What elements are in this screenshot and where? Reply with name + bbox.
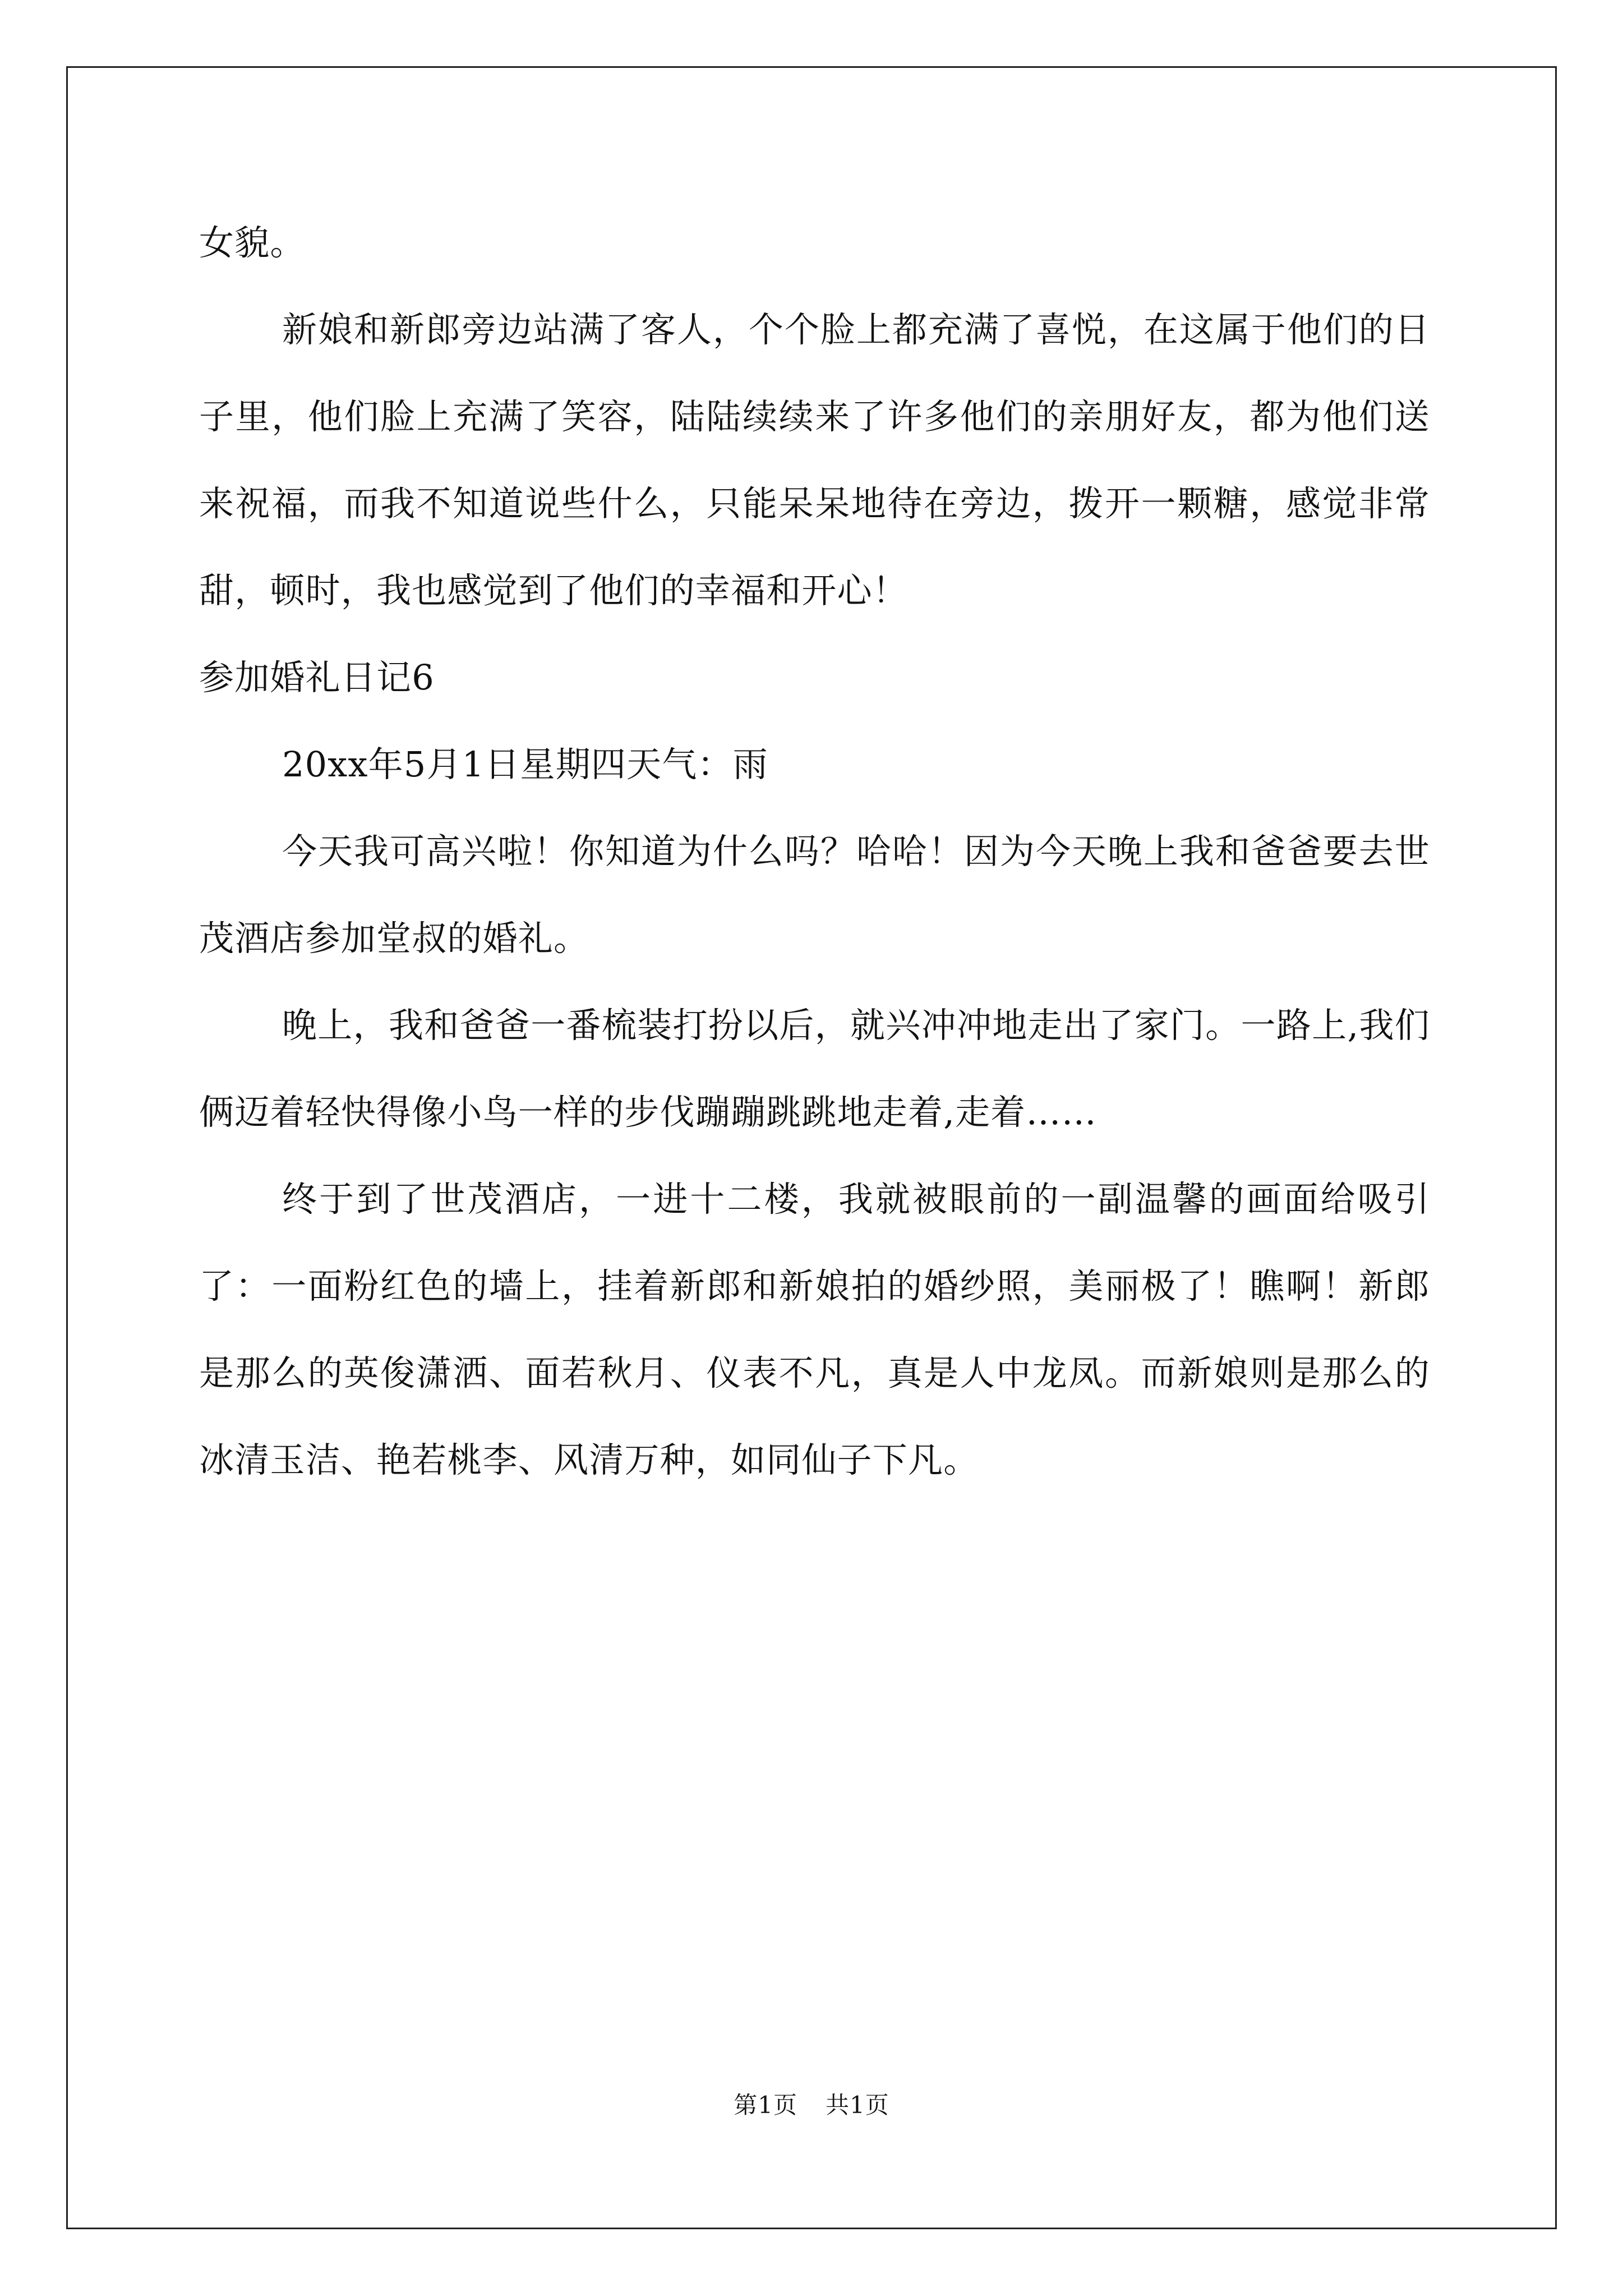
paragraph-5: 今天我可高兴啦！你知道为什么吗？哈哈！因为今天晚上我和爸爸要去世茂酒店参加堂叔的婚礼。: [199, 831, 1430, 959]
diary-date-line: 20xx年5月1日星期四天气：雨: [282, 744, 768, 785]
page-total: 共1页: [826, 2091, 889, 2119]
paragraph-7: 终于到了世茂酒店，一进十二楼，我就被眼前的一副温馨的画面给吸引了：一面粉红色的墙上，挂着新郎和新娘拍的婚纱照，美丽极了！瞧啊！新郎是那么的英俊潇洒、面若秋月、仪表不凡，真是人中龙凤。而新娘则是那么的冰清玉洁、艳若桃李、风清万种，如同仙子下凡。: [199, 1179, 1430, 1480]
document-body: [199, 199, 1430, 1503]
paragraph-1: 女貌。: [199, 222, 306, 263]
section-heading: 参加婚礼日记6: [199, 657, 435, 698]
page-footer: [0, 2087, 1623, 2120]
page-number: 第1页: [734, 2091, 797, 2119]
paragraph-6: 晚上，我和爸爸一番梳装打扮以后，就兴冲冲地走出了家门。一路上,我们俩迈着轻快得像小鸟一样的步伐蹦蹦跳跳地走着,走着……: [199, 1005, 1430, 1133]
paragraph-2: 新娘和新郎旁边站满了客人，个个脸上都充满了喜悦，在这属于他们的日子里，他们脸上充满了笑容，陆陆续续来了许多他们的亲朋好友，都为他们送来祝福，而我不知道说些什么，只能呆呆地待在旁边，拨开一颗糖，感觉非常甜，顿时，我也感觉到了他们的幸福和开心！: [199, 309, 1430, 611]
